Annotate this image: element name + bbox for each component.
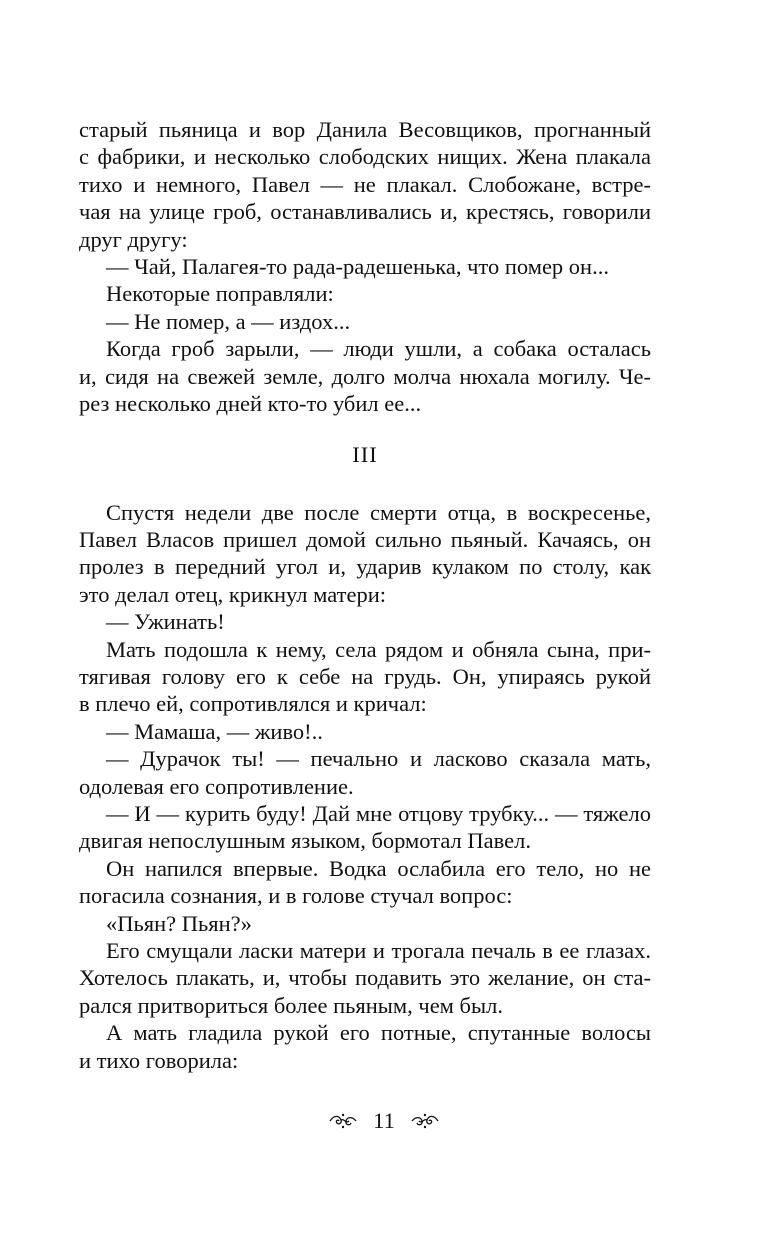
page-body (79, 116, 651, 1074)
text-line: — Мамаша, — живо!.. (106, 718, 323, 744)
text-line: Павел Власов пришел домой сильно пьяный. Качаясь, он (79, 527, 651, 553)
text-line: с фабрики, и несколько слободских нищих. Жена плакала (79, 144, 651, 170)
text-line: Некоторые поправляли: (106, 281, 334, 307)
text-line: тихо и немного, Павел — не плакал. Слобожане, встре- (79, 171, 651, 197)
text-line: пролез в передний угол и, ударив кулаком по столу, как (79, 554, 651, 580)
text-line: Когда гроб зарыли, — люди ушли, а собака осталась (106, 336, 651, 362)
text-line: чая на улице гроб, останавливались и, крестясь, говорили (79, 199, 651, 225)
text-line: тягивая голову его к себе на грудь. Он, упираясь рукой (79, 664, 651, 690)
text-line: рез несколько дней кто-то убил ее... (79, 390, 422, 416)
text-line: двигая непослушным языком, бормотал Павел. (79, 828, 531, 854)
text-block-2 (79, 499, 651, 1074)
text-line: «Пьян? Пьян?» (106, 910, 252, 936)
text-line: — Не помер, а — издох... (106, 308, 351, 334)
text-line: А мать гладила рукой его потные, спутанные волосы (106, 1020, 651, 1046)
text-line: и тихо говорила: (79, 1047, 239, 1073)
left-ornament-icon (328, 1112, 358, 1130)
text-line: Спустя недели две после смерти отца, в воскресенье, (106, 499, 651, 525)
text-line: рался притвориться более пьяным, чем был. (79, 992, 503, 1018)
text-line: друг другу: (79, 226, 188, 252)
right-ornament-icon (410, 1112, 440, 1130)
text-line: Он напился впервые. Водка ослабила его тело, но не (106, 855, 651, 881)
text-line: — Дурачок ты! — печально и ласково сказала мать, (106, 746, 651, 772)
text-line: в плечо ей, сопротивлялся и кричал: (79, 691, 427, 717)
text-line: одолевая его сопротивление. (79, 773, 354, 799)
text-line: Хотелось плакать, и, чтобы подавить это желание, он ста- (79, 965, 651, 991)
text-line: — Ужинать! (106, 609, 225, 635)
text-line: Мать подошла к нему, села рядом и обняла сына, при- (106, 636, 651, 662)
text-line: и, сидя на свежей земле, долго молча нюхала могилу. Че- (79, 363, 651, 389)
text-line: это делал отец, крикнул матери: (79, 581, 386, 607)
text-line: Его смущали ласки матери и трогала печаль в ее глазах. (106, 937, 651, 963)
page-number: 11 (373, 1107, 395, 1133)
page-footer (0, 1104, 768, 1134)
section-heading: III (352, 442, 378, 468)
text-line: — И — курить буду! Дай мне отцову трубку... — тяжело (106, 800, 651, 826)
text-line: — Чай, Палагея-то рада-радешенька, что помер он... (106, 253, 609, 279)
text-line: погасила сознания, и в голове стучал вопрос: (79, 883, 513, 909)
text-block-1 (79, 116, 651, 417)
text-line: старый пьяница и вор Данила Весовщиков, прогнанный (79, 117, 651, 142)
